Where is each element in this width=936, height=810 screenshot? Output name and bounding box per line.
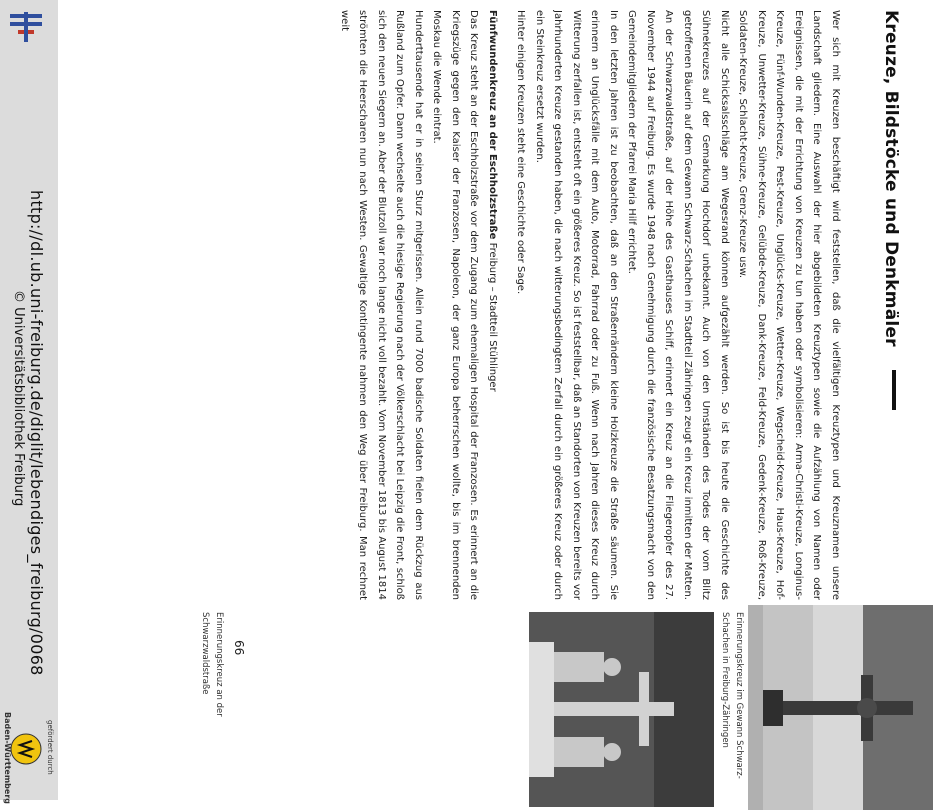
section-location: Freiburg – Stadtteil Stühlinger <box>487 242 498 392</box>
paragraph: Das Kreuz steht an der Eschholzstraße vor dem Zugang zum ehemaligen Hospital der Franzosen. Es erinnert an die Kriegszüge gegen den Kaiser der Franzosen, Napoleon, der ganz Europa beherrschen wollte, bis im brennenden Moskau die Wende eintrat. <box>431 10 480 600</box>
page-number: 66 <box>232 640 246 656</box>
photo-stone-crucifix <box>529 612 714 807</box>
body-text <box>74 10 844 600</box>
state-coat-of-arms-icon <box>10 733 42 765</box>
paragraph: Nicht alle Schicksalsschläge am Wegesrand können aufgezählt werden. So ist bis heute die Geschichte des Sühnekreuzes auf der Gemarkung Hochdorf unbekannt. Auch von den Umständen des Todes der vom Blitz getroffenen Bäuerin auf dem Gewann Schwarz-Schachen im Stadtteil Zähringen zeugt ein Kreuz inmitten der Matten. An der Schwarzwaldstraße, auf der Höhe des Gasthauses Schiff, erinnert ein Kreuz an die Fliegeropfer des 27. November 1944 auf Freiburg. Es wurde 1948 nach Genehmigung durch die französische Besatzungsmacht von den Gemeindemitgliedern der Pfarrei Maria Hilf errichtet. <box>626 10 730 600</box>
caption-photo-2: Erinnerungskreuz an der Schwarzwaldstraße <box>200 612 224 717</box>
paragraph: In den letzten Jahren ist zu beobachten, daß an den Straßenrändern kleine Holzkreuze die Straße säumen. Sie erinnern an Unglücksfälle mit dem Auto, Motorrad, Fahrrad oder zu Fuß. Wenn nach Jahren dieses Kreuz durch Witterung zerfallen ist, entsteht oft ein größeres Kreuz. So ist feststellbar, daß an Standorten von Kreuzen bereits vor Jahrhunderten Kreuze gestanden haben, die nach witterungsbedingtem Zerfall durch ein größeres Kreuz oder durch ein Steinkreuz ersetzt wurden. <box>534 10 619 600</box>
page-title: Kreuze, Bildstöcke und Denkmäler <box>881 10 901 347</box>
paragraph: Hunderttausende hat er in seinen Sturz mitgerissen. Allein rund 7000 badische Soldaten fielen dem Rückzug aus Rußland zum Opfer. Dann wechselte auch die hiesige Regierung nach der Völkerschlacht bei Leipzig die Front, schloß sich den neuen Siegern an. Aber der Blutzoll war noch lange nicht voll bezahlt. Vom November 1813 bis August 1814 strömten die Heerscharen nun nach Westen. Gewaltige Kontingente nahmen den Weg über Freiburg. Man rechnet weit <box>339 10 424 600</box>
sponsor-name: Baden-Württemberg <box>3 712 12 805</box>
paragraph: Wer sich mit Kreuzen beschäftigt wird feststellen, daß die vielfältigen Kreuztypen und Kreuznamen unsere Landschaft gliedern. Eine Auswahl der hier abgebildeten Kreuztypen sowie die Aufzählung von Namen oder Ereignissen, die mit der Errichtung von Kreuzen zu tun haben oder symbolisieren: Arma-Christi-Kreuze, Longinus-Kreuze, Fünf-Wunden-Kreuze, Pest-Kreuze, Unglücks-Kreuze, Wetter-Kreuze, Wegscheid-Kreuze, Haus-Kreuze, Hof-Kreuze, Unwetter-Kreuze, Sühne-Kreuze, Gelübde-Kreuze, Dank-Kreuze, Feld-Kreuze, Gedenk-Kreuze, Roß-Kreuze, Soldaten-Kreuze, Schlacht-Kreuze, Grenz-Kreuze usw. <box>737 10 841 600</box>
section-heading: Fünfwundenkreuz an der Eschholzstraße <box>487 10 498 240</box>
title-bar <box>892 370 896 410</box>
section-heading-line <box>483 10 502 600</box>
footer-url-link[interactable]: http://dl.ub.uni-freiburg.de/diglit/lebendiges_freiburg/0068 <box>27 190 46 676</box>
sponsor-label: gefördert durch <box>46 720 54 775</box>
ub-logo-icon <box>6 12 46 42</box>
paragraph: Hinter einigen Kreuzen steht eine Geschichte oder Sage. <box>515 10 527 295</box>
photo-wooden-cross <box>748 605 933 810</box>
caption-photo-1: Erinnerungskreuz im Gewann Schwarz-Schachen in Freiburg-Zähringen <box>720 612 744 779</box>
footer-copyright: © Universitätsbibliothek Freiburg <box>11 290 26 507</box>
